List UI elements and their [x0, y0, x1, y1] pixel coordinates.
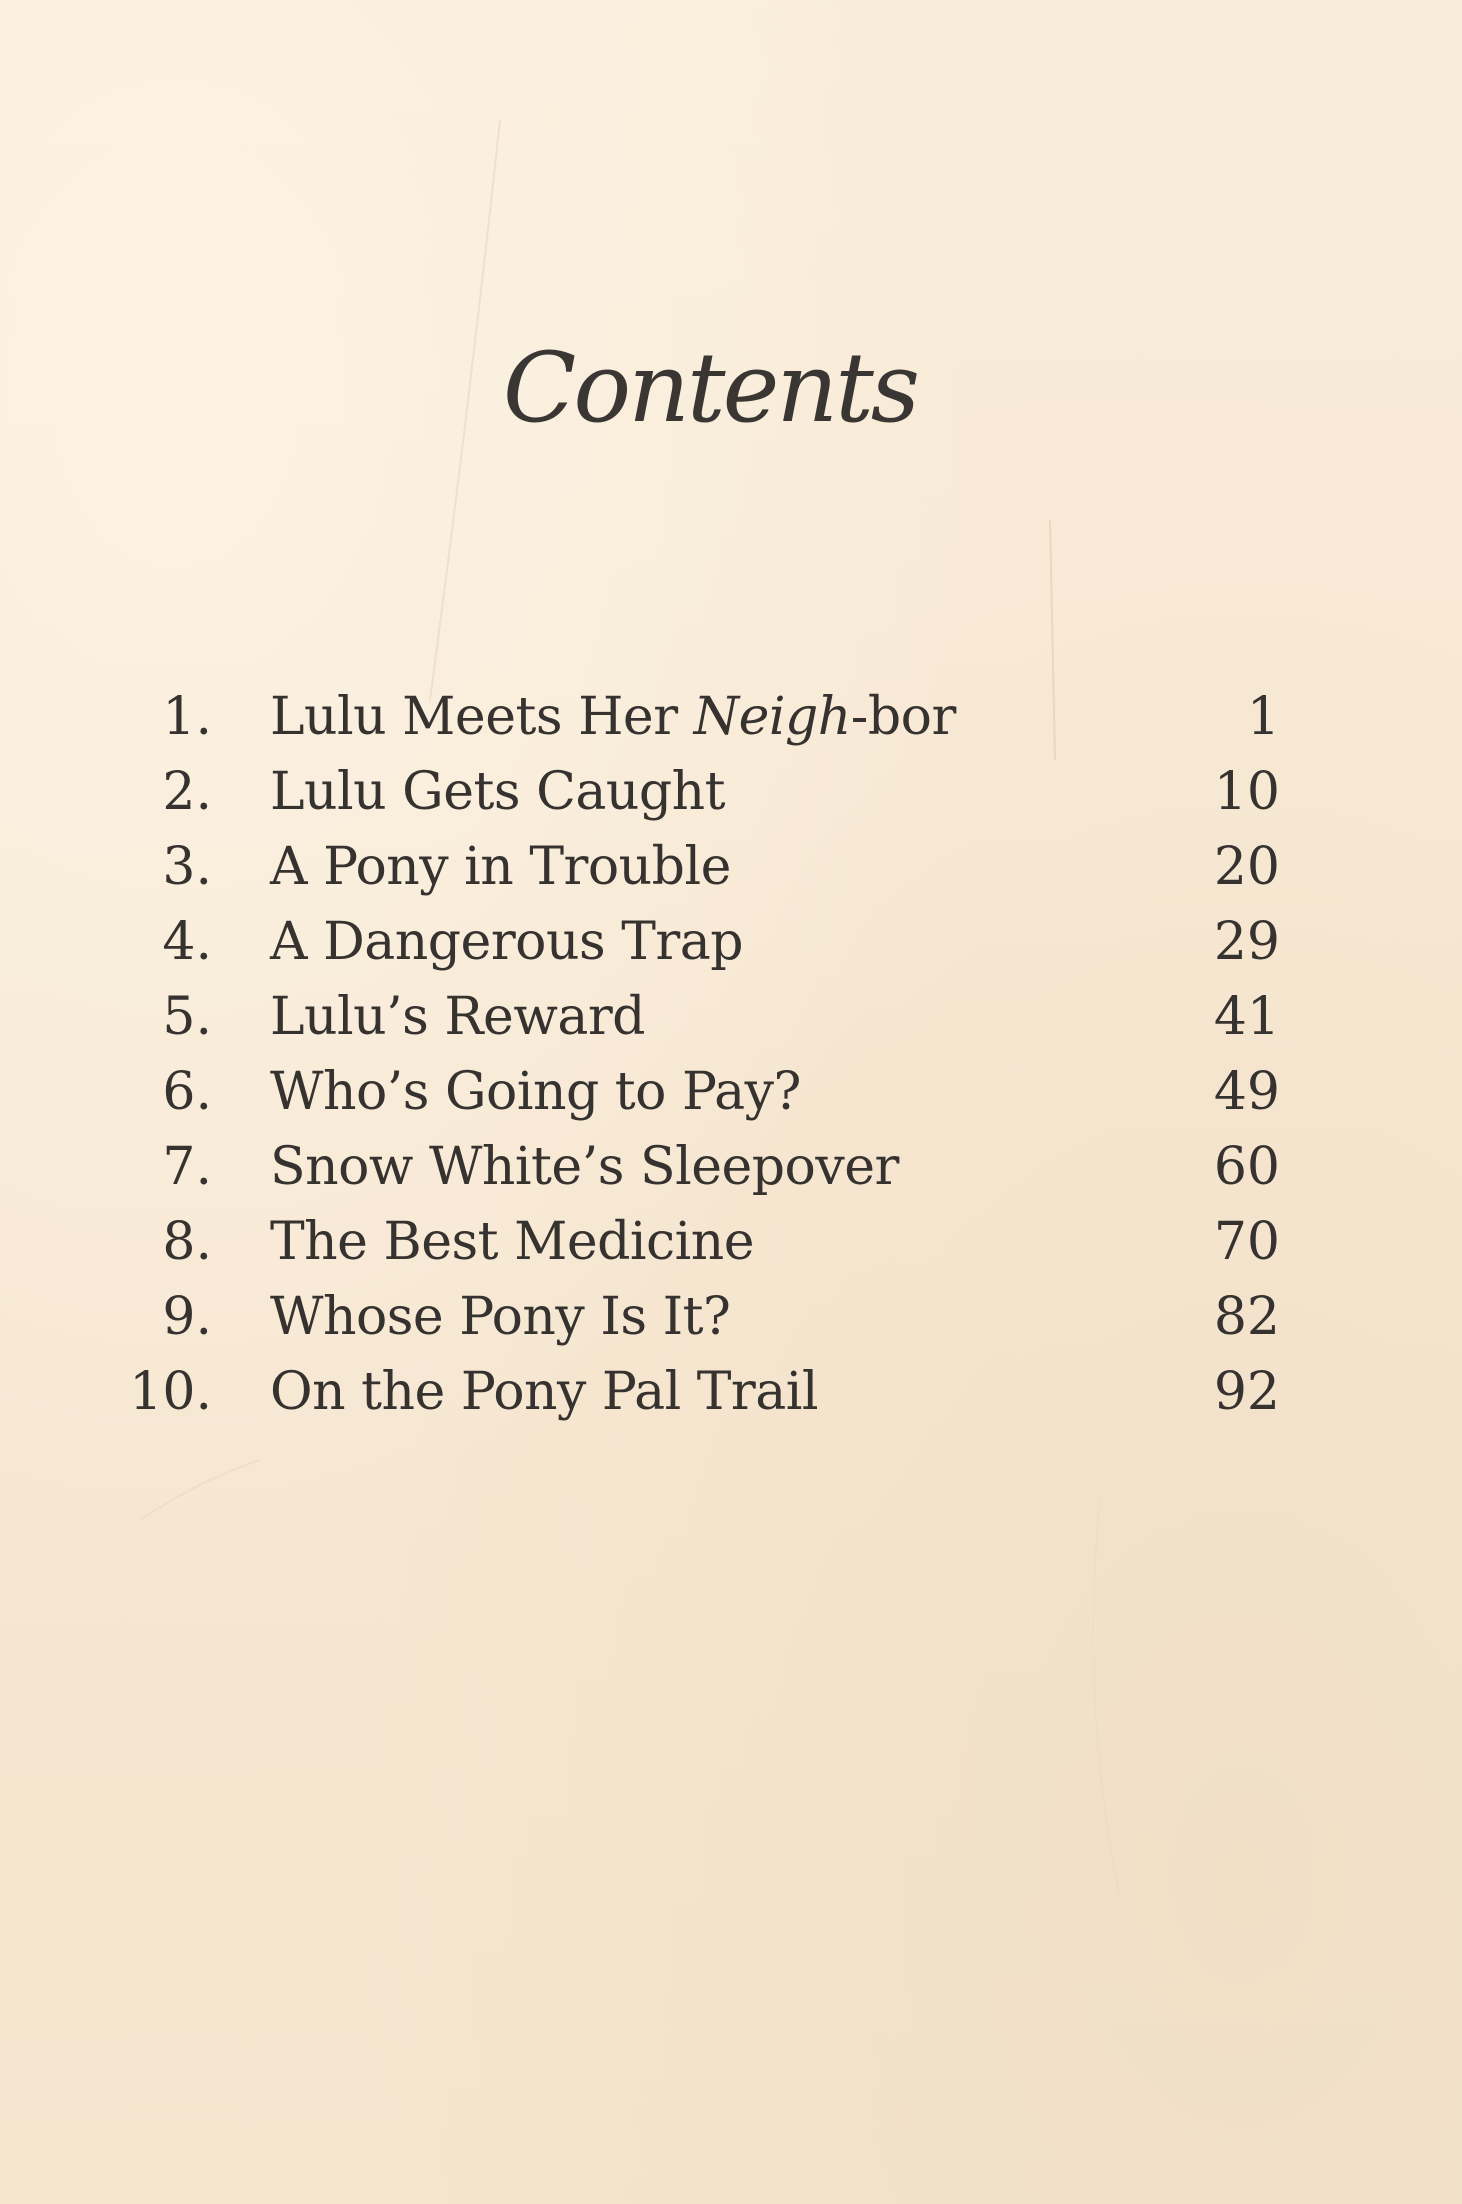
chapter-title: Lulu Meets Her Neigh-bor [270, 687, 956, 747]
page-title: Contents [502, 332, 918, 444]
chapter-page-number: 49 [1213, 1062, 1280, 1122]
toc-entry [0, 1055, 1462, 1130]
toc-entry [0, 1130, 1462, 1205]
chapter-number: 7. [162, 1137, 212, 1197]
chapter-number: 10. [129, 1362, 212, 1422]
chapter-title: The Best Medicine [270, 1212, 755, 1272]
toc-entry [0, 980, 1462, 1055]
chapter-page-number: 29 [1213, 912, 1280, 972]
chapter-page-number: 1 [1246, 687, 1280, 747]
chapter-number: 2. [162, 762, 212, 822]
chapter-number: 8. [162, 1212, 212, 1272]
chapter-title: Lulu’s Reward [270, 987, 645, 1047]
toc-entry [0, 905, 1462, 980]
table-of-contents [0, 680, 1462, 1430]
chapter-page-number: 82 [1213, 1287, 1280, 1347]
chapter-number: 4. [162, 912, 212, 972]
toc-entry [0, 830, 1462, 905]
chapter-page-number: 10 [1213, 762, 1280, 822]
chapter-title: A Dangerous Trap [270, 912, 744, 972]
chapter-title: Snow White’s Sleepover [270, 1137, 899, 1197]
chapter-title: A Pony in Trouble [270, 837, 731, 897]
toc-entry [0, 1205, 1462, 1280]
chapter-title: Who’s Going to Pay? [270, 1062, 801, 1122]
chapter-title: On the Pony Pal Trail [270, 1362, 819, 1422]
chapter-page-number: 41 [1213, 987, 1280, 1047]
toc-entry [0, 1355, 1462, 1430]
chapter-page-number: 60 [1213, 1137, 1280, 1197]
chapter-number: 6. [162, 1062, 212, 1122]
toc-entry [0, 680, 1462, 755]
chapter-title-italic: Neigh [693, 687, 851, 747]
chapter-number: 5. [162, 987, 212, 1047]
chapter-page-number: 20 [1213, 837, 1280, 897]
toc-entry [0, 1280, 1462, 1355]
toc-entry [0, 755, 1462, 830]
chapter-number: 1. [162, 687, 212, 747]
chapter-title: Whose Pony Is It? [270, 1287, 731, 1347]
chapter-page-number: 70 [1213, 1212, 1280, 1272]
chapter-page-number: 92 [1213, 1362, 1280, 1422]
chapter-title: Lulu Gets Caught [270, 762, 726, 822]
chapter-number: 3. [162, 837, 212, 897]
chapter-number: 9. [162, 1287, 212, 1347]
